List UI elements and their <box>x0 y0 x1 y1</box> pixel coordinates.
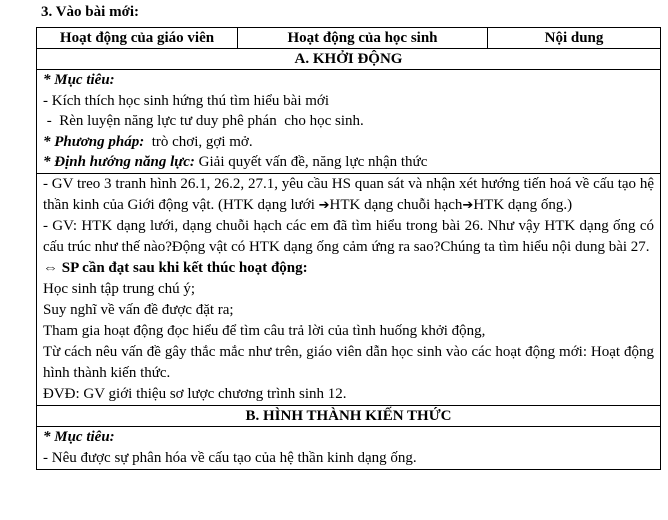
objective-label: * Mục tiêu: <box>43 72 115 88</box>
product-item-3: Tham gia hoạt động đọc hiểu để tìm câu trả lời của tình huống khởi động, <box>43 322 486 339</box>
section-b-title: B. HÌNH THÀNH KIẾN THỨC <box>37 405 661 426</box>
objective-item-2: - Rèn luyện năng lực tư duy phê phán cho học sinh. <box>43 113 364 129</box>
method-line <box>43 132 654 153</box>
table-header-row <box>37 28 661 49</box>
gv-activity-1-text-c: HTK dạng ống.) <box>473 196 573 213</box>
method-label: * Phương pháp: <box>43 133 145 150</box>
section-b-objective-label: * Mục tiêu: <box>43 428 115 445</box>
objective-item-1: - Kích thích học sinh hứng thú tìm hiểu bài mới <box>43 92 330 109</box>
competency-value: Giải quyết vấn đề, năng lực nhận thức <box>194 154 428 170</box>
competency-line <box>43 152 654 173</box>
section-a-intro-cell <box>37 70 661 174</box>
product-item-5: ĐVĐ: GV giới thiệu sơ lược chương trình sinh 12. <box>43 385 347 402</box>
section-heading: 3. Vào bài mới: <box>41 4 140 20</box>
section-a-row <box>37 49 661 70</box>
lesson-plan-table <box>36 27 661 470</box>
section-a-body-row <box>37 173 661 405</box>
gv-activity-1 <box>43 174 654 216</box>
gv-activity-2: - GV: HTK dạng lưới, dạng chuỗi hạch các em đã tìm hiểu trong bài 26. Như vậy HTK dạng ống có cấu trúc như thế nào?Động vật có HTK dạng ống cảm ứng ra sao?Chúng ta tìm hiểu nội dung bài 27. <box>43 217 654 255</box>
competency-label: * Định hướng năng lực: <box>43 154 195 170</box>
header-teacher-activity: Hoạt động của giáo viên <box>37 28 238 49</box>
section-b-intro-cell <box>37 426 661 469</box>
arrow-right-icon: ➔ <box>462 197 474 213</box>
product-item-2: Suy nghĩ về vấn đề được đặt ra; <box>43 301 234 318</box>
product-item-4: Từ cách nêu vấn đề gây thắc mắc như trên, giáo viên dẫn học sinh vào các hoạt động mới: Hoạt động hình thành kiến thức. <box>43 343 654 381</box>
gv-activity-1-text-b: HTK dạng chuỗi hạch <box>329 196 463 213</box>
section-b-intro-row <box>37 426 661 469</box>
header-student-activity: Hoạt động của học sinh <box>238 28 488 49</box>
section-b-objective-item-1: - Nêu được sự phân hóa về cấu tạo của hệ thần kinh dạng ống. <box>43 449 417 466</box>
section-a-intro-row <box>37 70 661 174</box>
section-a-body-cell <box>37 173 661 405</box>
method-value: trò chơi, gợi mở. <box>144 133 253 150</box>
header-content: Nội dung <box>488 28 661 49</box>
product-item-1: Học sinh tập trung chú ý; <box>43 280 196 297</box>
section-a-title: A. KHỞI ĐỘNG <box>37 49 661 70</box>
arrow-right-icon: ➔ <box>318 197 330 213</box>
product-label: ⇔ SP cần đạt sau khi kết thúc hoạt động: <box>43 259 308 276</box>
section-b-row <box>37 405 661 426</box>
gv-activity-1-text: - GV treo 3 tranh hình 26.1, 26.2, 27.1, yêu cầu HS quan sát và nhận xét hướng tiến hoá về cấu tạo hệ thần kinh của Giới động vật. (HTK dạng lưới <box>43 175 654 213</box>
